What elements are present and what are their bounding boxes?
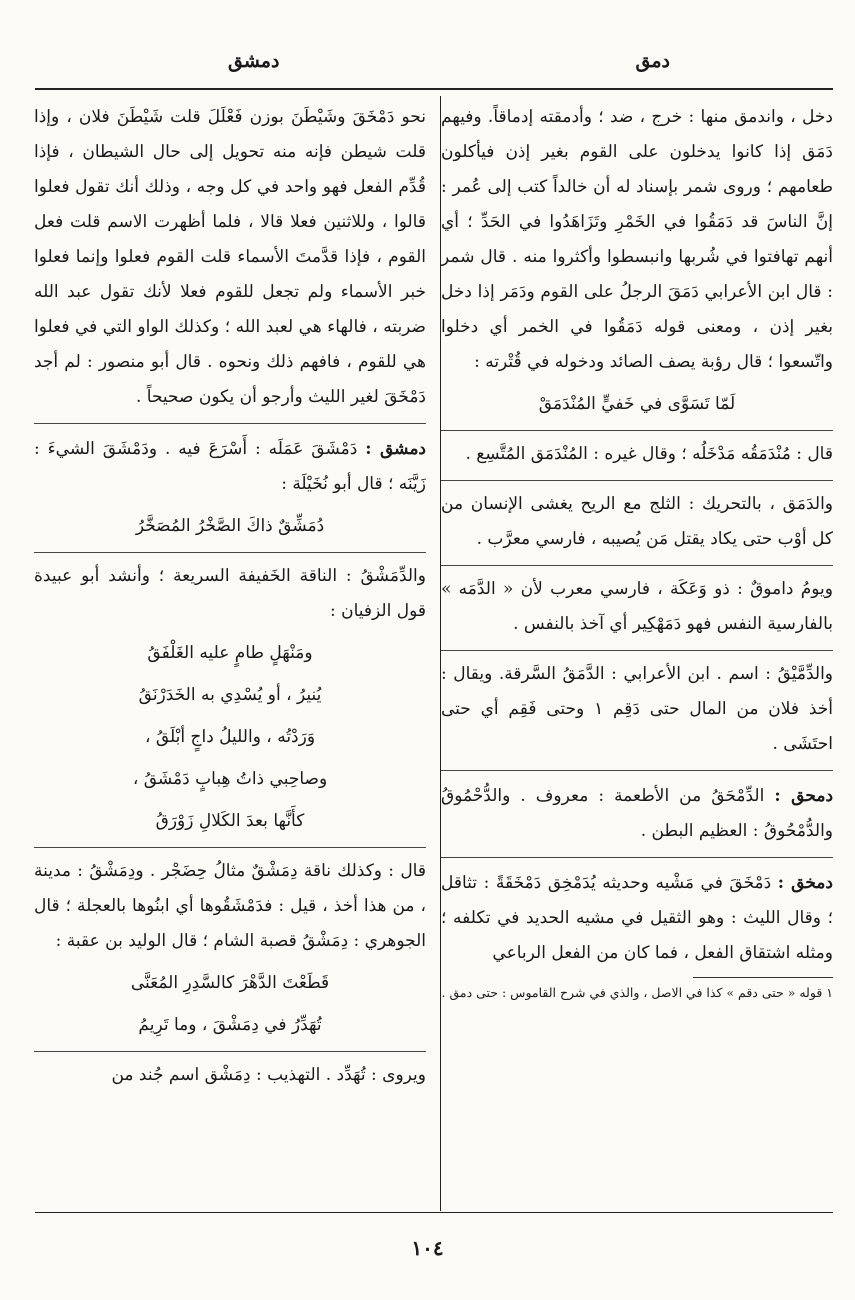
- paragraph: قال : وكذلك ناقة دِمَشْقٌ مثالُ حِضَجْر . ودِمَشْقُ : مدينة ، من هذا أخذ ، قيل : فدَمْشَقُوها أي ابنُوها بالعجلة ؛ قال الجوهري : دِمَشْقُ قصبة الشام ؛ قال الوليد بن عقبة :: [34, 861, 426, 951]
- paragraph: ويومُ داموقٌ : ذو وَعَكَة ، فارسي معرب لأن « الدَّمَه » بالفارسية النفس فهو دَمَهْكِير أي آخذ بالنفس .: [441, 579, 833, 634]
- entry-text: الدِّمْحَقُ من الأطعمة : معروف . والدُّحْمُوقُ والدُّمْحُوقُ : العظيم البطن .: [441, 786, 833, 841]
- paragraph: والدَمَق ، بالتحريك : الثلج مع الريح يغشى الإنسان من كل أوْب حتى يكاد يقتل مَن يُصيبه ، فارسي معرَّب .: [441, 494, 833, 549]
- verse-line: قَطَعْتَ الدَّهْرَ كالسَّدِرِ المُعَنَّى: [130, 973, 330, 993]
- right-column: [441, 100, 833, 1004]
- paragraph-separator: [441, 565, 833, 566]
- paragraph: والدِّمَشْقُ : الناقة الخَفيفة السريعة ؛ وأنشد أبو عبيدة قول الزفيان :: [34, 566, 426, 621]
- footer-rule: [35, 1212, 833, 1213]
- paragraph-separator: [441, 480, 833, 481]
- verse-line: دُمَشِّقٌ ذاكَ الصَّخْرُ المُصَخَّرُ: [135, 516, 325, 536]
- verse-line: وَرَدْتُه ، والليلُ داجٍ أبْلَقُ ،: [144, 727, 316, 747]
- verse-line: ومَنْهَلٍ طامٍ عليه الغَلْفَقُ: [147, 643, 313, 663]
- entry-dmkhq: [441, 866, 833, 971]
- paragraph-separator: [441, 770, 833, 771]
- verse-line: وصاحِبي ذاتُ هِبابٍ دَمْشَقُ ،: [132, 769, 328, 789]
- running-head-left: دمشق: [228, 50, 280, 72]
- paragraph-separator: [34, 423, 426, 424]
- verse-line: يُنيرُ ، أو يُسْدِي به الخَدَرْنَقُ: [138, 685, 322, 705]
- paragraph-separator: [34, 847, 426, 848]
- footnote: ١ قوله « حتى دقم » كذا في الاصل ، والذي في شرح القاموس : حتى دمق .: [441, 985, 833, 1000]
- verse-line: لَمّا تَسَوَّى في خَفيٍّ المُنْدَمَقْ: [538, 394, 736, 414]
- headword: دمحق :: [774, 786, 834, 806]
- paragraph-separator: [34, 552, 426, 553]
- page-number: ١٠٤: [411, 1236, 444, 1260]
- header-rule: [35, 88, 833, 90]
- headword: دمشق :: [365, 439, 427, 459]
- headword: دمخق :: [777, 873, 833, 893]
- verse-line: تُهَدِّرُ في دِمَشْقَ ، وما تَرِيمُ: [138, 1015, 322, 1035]
- entry-text: دَمْخَقَ في مَشْيه وحديثه يُدَمْخِق دَمْخَقَةً : تثاقل ؛ وقال الليث : وهو الثقيل في مشيه الحديد في تكلفه ؛ ومثله اشتقاق الفعل ، فما كان من الفعل الرباعي: [441, 873, 833, 963]
- entry-dmshq: [34, 432, 426, 502]
- paragraph: قال : مُنْدَمَقُه مَدْخَلُه ؛ وقال غيره : المُنْدَمَق المُتَّسِع .: [465, 444, 833, 464]
- running-head-right: دمق: [635, 50, 670, 72]
- paragraph: والدِّمَّيْقُ : اسم . ابن الأعرابي : الدَّمَقُ السَّرقة. ويقال : أخذ فلان من المال حتى دَقِم ١ وحتى فَقِم أي حتى احتَشَى .: [441, 664, 833, 754]
- entry-text: دَمْشَقَ عَمَلَه : أَسْرَعَ فيه . ودَمْشَقَ الشيءَ : زَيَّنَه ؛ قال أبو نُخَيْلَة :: [34, 439, 426, 494]
- left-column: [34, 100, 426, 1093]
- verse-line: كأَنَّها بعدَ الكَلالِ زَوْرَقُ: [155, 811, 305, 831]
- paragraph-separator: [441, 857, 833, 858]
- paragraph: دخل ، واندمق منها : خرج ، ضد ؛ وأدمقته إدماقاً. وفيهم دَمَق إذا كانوا يدخلون على القوم بغير إذن فيأكلون طعامهم ؛ وروى شمر بإسناد له أن خالداً كتب إلى عُمر : إنَّ الناسَ قد دَمَقُوا في الخَمْرِ وتَزَاهَدُوا في الحَدِّ ؛ أي أنهم تهافتوا في شُربها وانبسطوا وأكثروا منه . قال شمر : قال ابن الأعرابي دَمَقَ الرجلُ على القوم ودَمَر إذا دخل بغير إذن ، ومعنى قوله دَمَقُوا في الخمر أي دخلوا واتّسعوا ؛ قال رؤبة يصف الصائد ودخوله في قُتْرته :: [441, 107, 833, 372]
- paragraph: نحو دَمْخَقَ وشَيْطَنَ بوزن فَعْلَلَ قلت شَيْطَنَ فلان ، وإذا قلت شيطن فإنه منه تحويل إلى حال الشيطان ، فإذا قُدِّم الفعل فهو واحد في كل وجه ، وذلك أنك تقول فعلوا قالوا ، وللاثنين فعلا قالا ، فلما أظهرت الاسم قلت فعل القوم ، فإذا قدَّمتَ الأسماء قلت القوم فعلوا وإنما فعلوا خبر الأسماء ولم تجعل للقوم فعلا لأنك تقول عبد الله ضربته ، فالهاء هي لعبد الله ؛ وكذلك الواو التي في فعلوا هي للقوم ، فافهم ذلك ونحوه . قال أبو منصور : لم أجد دَمْخَقَ لغير الليث وأرجو أن يكون صحيحاً .: [34, 107, 426, 407]
- paragraph: ويروى : تُهَدِّد . التهذيب : دِمَشْق اسم جُند من: [111, 1065, 426, 1085]
- paragraph-separator: [441, 430, 833, 431]
- paragraph-separator: [441, 650, 833, 651]
- footnote-rule: [693, 977, 833, 978]
- paragraph-separator: [34, 1051, 426, 1052]
- entry-dmhq: [441, 779, 833, 849]
